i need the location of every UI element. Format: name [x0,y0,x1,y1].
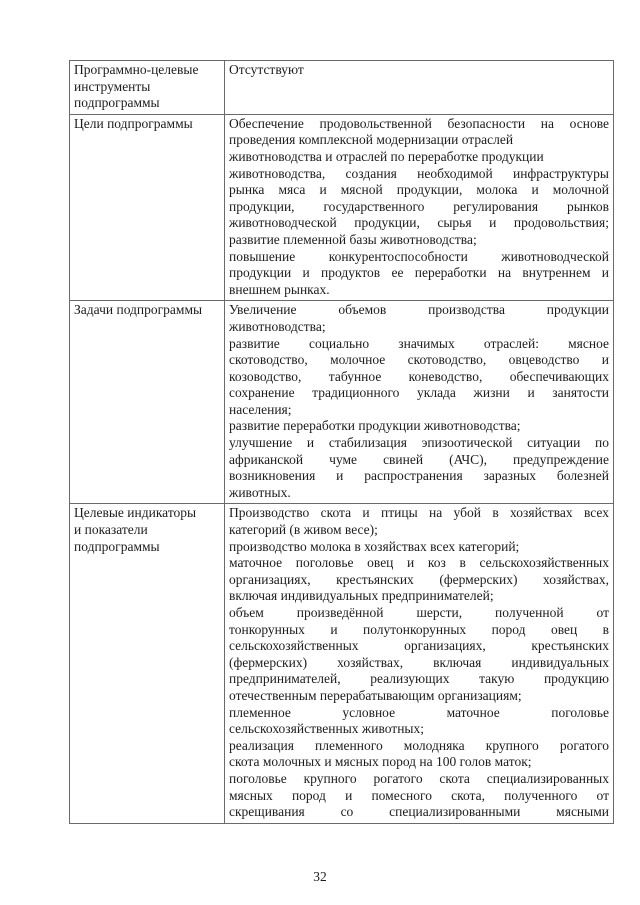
row-value-cell [225,114,614,301]
row-label-cell [70,114,225,301]
table-row-indicators [70,504,614,823]
table-row-instruments [70,61,614,115]
row-value-line: скотоводство, молочное скотоводство, овцеводство и [229,352,609,368]
row-value-line: животноводческой продукции, сырья и продовольствия; [229,215,609,231]
row-value-line: продукции, государственного регулирования рынков [229,198,609,214]
row-value-line: сохранение традиционного уклада жизни и занятости [229,385,609,401]
row-value-line: повышение конкурентоспособности животноводческой [229,248,609,264]
row-value-line: рынка мяса и мясной продукции, молока и молочной [229,182,609,198]
row-value-line: Увеличение объемов производства продукции [229,302,609,318]
row-label-line: Цели подпрограммы [74,115,193,131]
row-value-line: населения; [229,401,292,417]
row-label-line: подпрограммы [74,95,160,111]
subprogram-passport-table [69,60,614,824]
row-value-line: возникновения и распространения заразных болезней [229,468,609,484]
row-value-line: (фермерских) хозяйствах, включая индивидуальных [229,654,609,670]
row-value-line: Обеспечение продовольственной безопасности на основе [229,115,609,131]
row-value-line: животных. [229,484,291,500]
row-value-line: улучшение и стабилизация эпизоотической ситуации по [229,435,609,451]
row-value-line: отечественным перерабатывающим организациям; [229,687,522,703]
row-value-line: развитие социально значимых отраслей: мясное [229,335,609,351]
row-value-line: африканской чуме свиней (АЧС), предупреждение [229,451,609,467]
row-value-line: реализация племенного молодняка крупного рогатого [229,737,609,753]
row-value-line: предпринимателей, реализующих такую продукцию [229,671,609,687]
row-value-line: продукции и продуктов ее переработки на внутреннем и [229,265,609,281]
row-label-line: инструменты [74,78,151,94]
row-value-line: племенное условное маточное поголовье [229,704,609,720]
row-value-line: животноводства, создания необходимой инфраструктуры [229,165,609,181]
row-value-cell [225,504,614,823]
row-label-cell [70,301,225,504]
row-label-cell [70,61,225,115]
row-value-line: внешнем рынках. [229,281,330,297]
row-value-line: включая индивидуальных предпринимателей; [229,588,494,604]
table-row-tasks [70,301,614,504]
row-value-line: производство молока в хозяйствах всех категорий; [229,538,520,554]
row-value-cell [225,301,614,504]
row-label-line: и показатели [74,522,148,538]
row-value-line: животноводства; [229,318,326,334]
row-label-line: Целевые индикаторы [74,505,197,521]
row-value-line: мясных пород и помесного скота, полученного от [229,787,609,803]
row-value-line: категорий (в живом весе); [229,522,378,538]
row-value-line: животноводства и отраслей по переработке продукции [229,148,544,164]
row-value-line: поголовье крупного рогатого скота специализированных [229,770,609,786]
row-value-line: развитие племенной базы животноводства; [229,231,477,247]
row-value-line: козоводство, табунное коневодство, обеспечивающих [229,368,609,384]
row-value-line: развитие переработки продукции животноводства; [229,418,521,434]
row-value-line: организациях, крестьянских (фермерских) хозяйствах, [229,571,609,587]
row-value-line: тонкорунных и полутонкорунных пород овец в [229,621,609,637]
row-value-line: объем произведённой шерсти, полученной от [229,605,609,620]
page-number: 32 [313,869,327,884]
row-label-cell [70,504,225,823]
row-value-line: проведения комплексной модернизации отраслей [229,132,514,148]
row-value-line: скота молочных и мясных пород на 100 голов маток; [229,754,532,770]
row-value-line: сельскохозяйственных организациях, крестьянских [229,638,609,654]
row-value-line: скрещивания со специализированными мясными [229,804,609,820]
table-row-goals [70,114,614,301]
row-value-line: маточное поголовье овец и коз в сельскохозяйственных [229,555,609,571]
row-value-cell [225,61,614,115]
row-value-line: Отсутствуют [229,62,304,77]
row-label-line: подпрограммы [74,538,160,554]
row-label-line: Задачи подпрограммы [74,302,203,318]
row-value-line: сельскохозяйственных животных; [229,721,424,737]
row-label-line: Программно-целевые [74,62,199,77]
row-value-line: Производство скота и птицы на убой в хозяйствах всех [229,505,609,521]
